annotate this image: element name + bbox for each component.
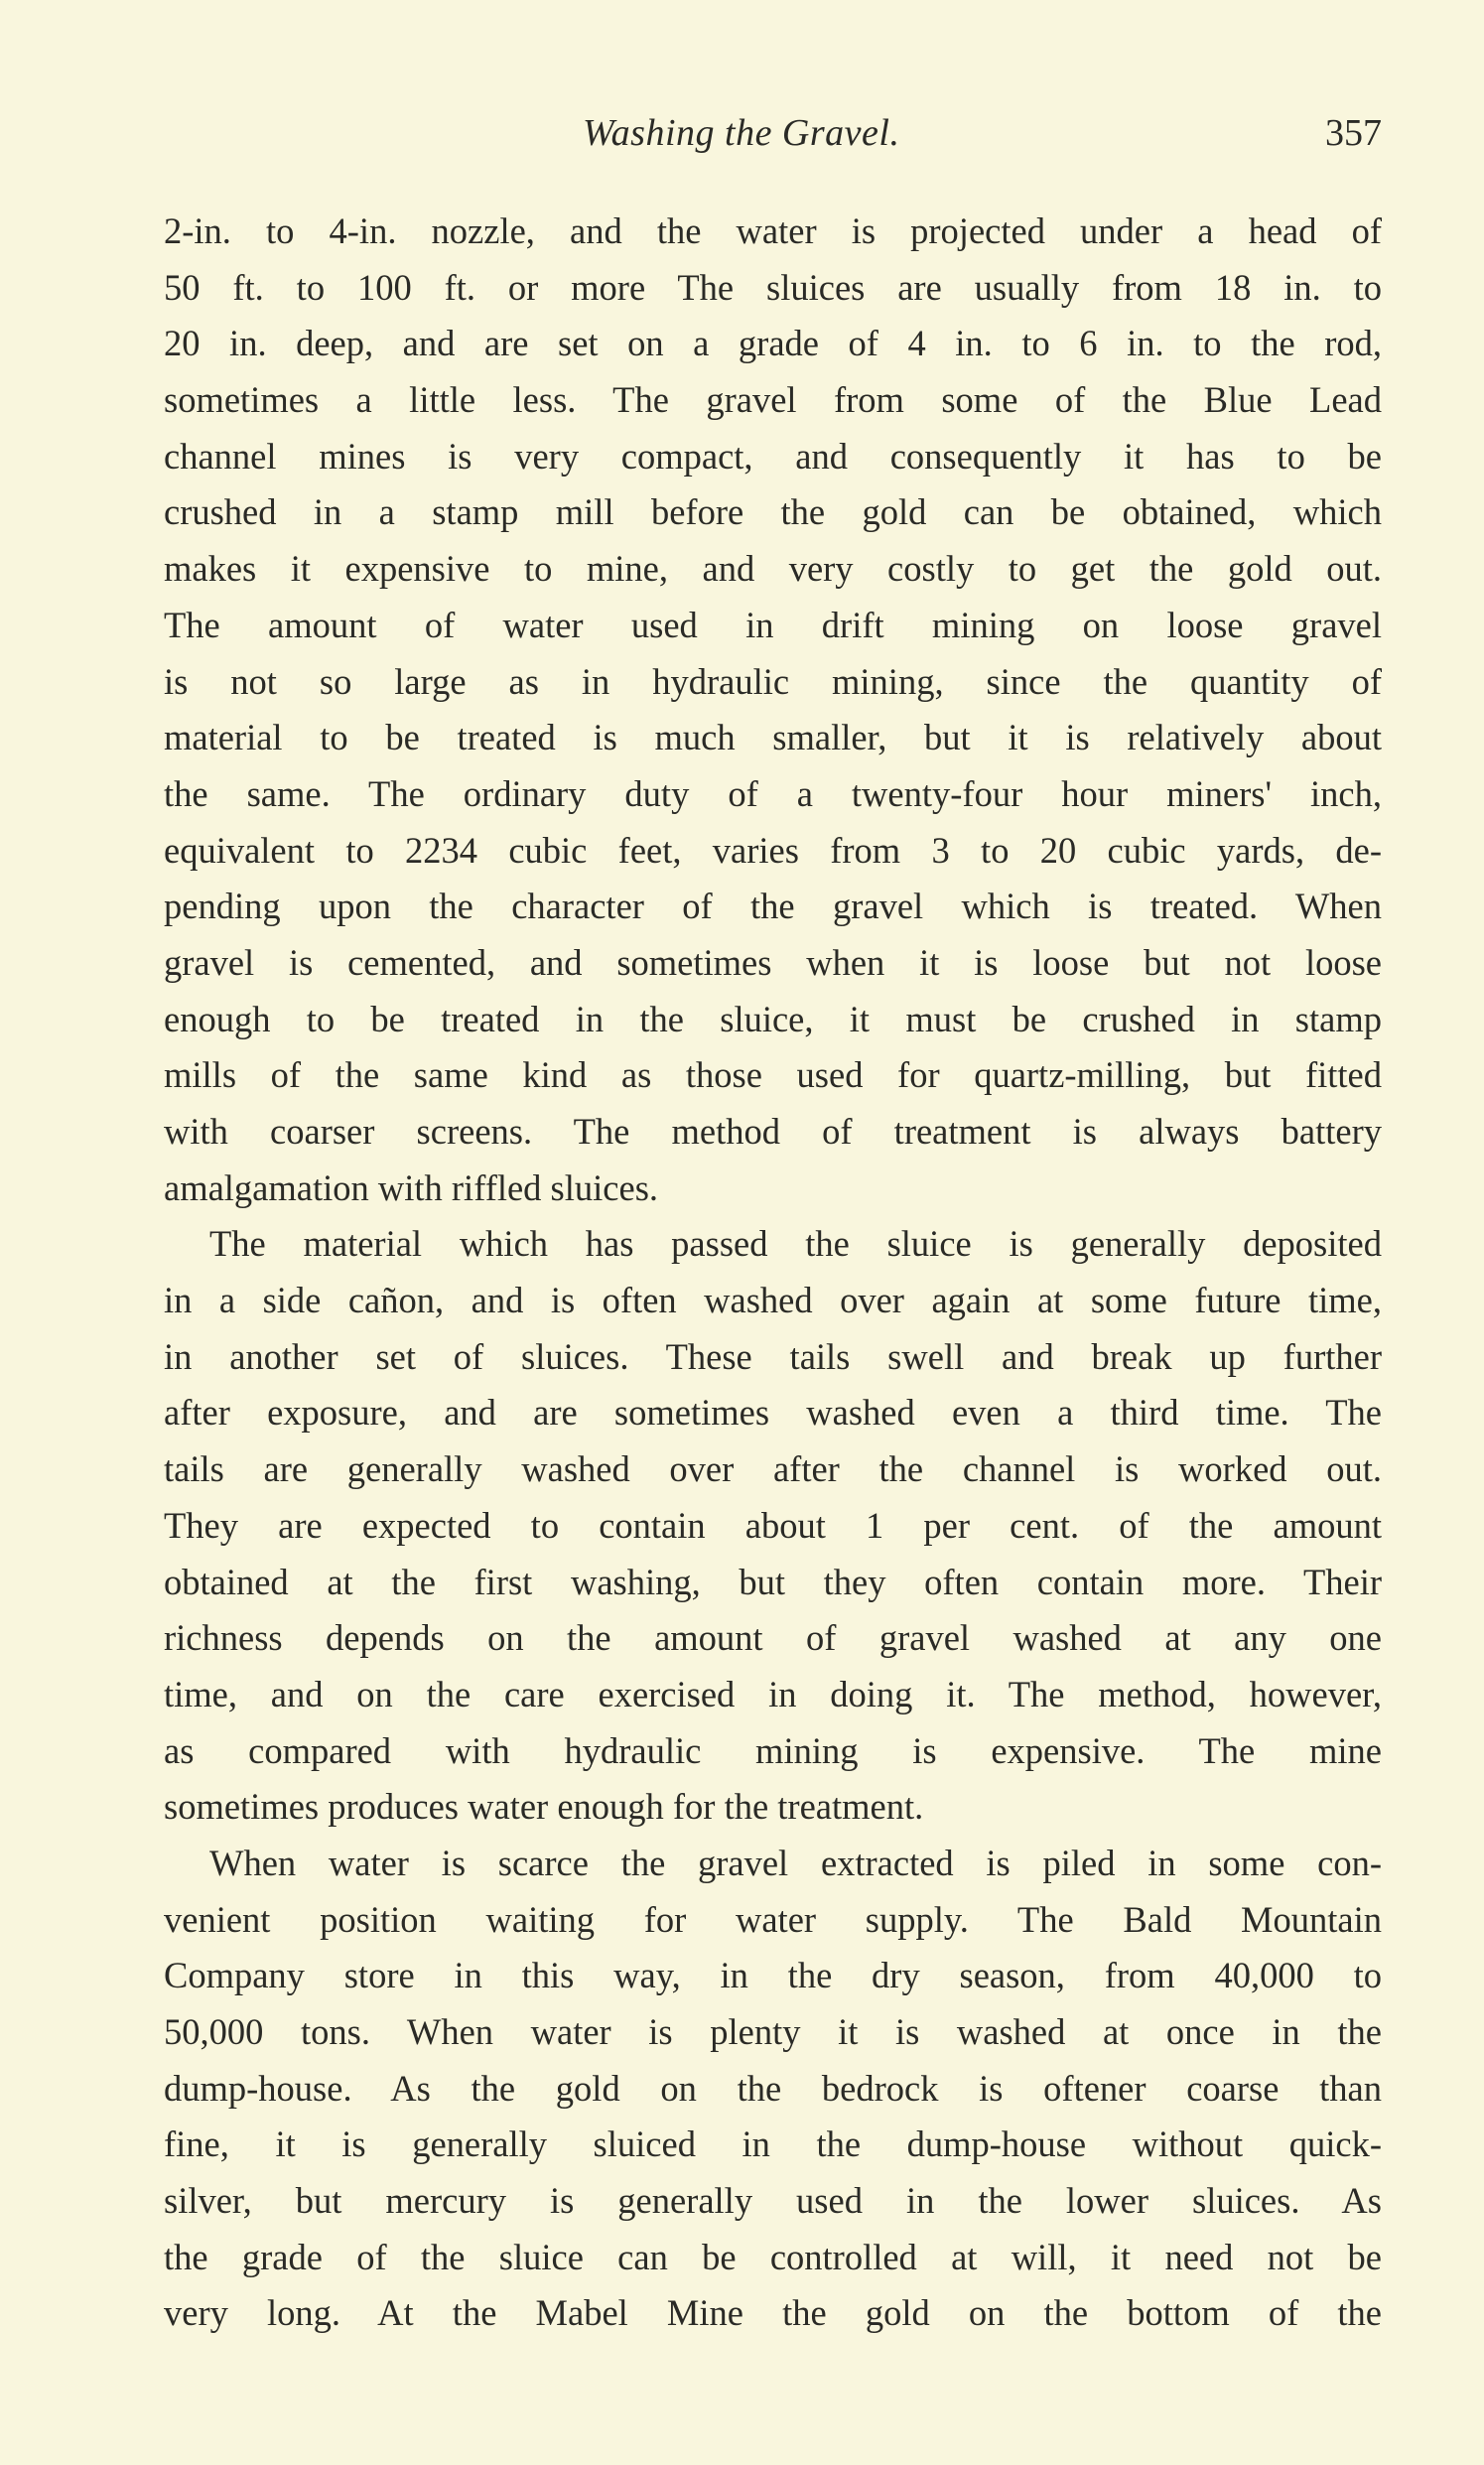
- text-line: 50 ft. to 100 ft. or more The sluices are usually from 18 in. to: [164, 266, 1382, 308]
- text-line: 2-in. to 4-in. nozzle, and the water is projected under a head of: [164, 210, 1382, 251]
- text-line: crushed in a stamp mill before the gold can be obtained, which: [164, 491, 1382, 533]
- running-title: Washing the Gravel.: [583, 112, 900, 154]
- text-line: Company store in this way, in the dry season, from 40,000 to: [164, 1955, 1382, 1996]
- text-line: The material which has passed the sluice is generally deposited: [209, 1223, 1382, 1265]
- text-line: 20 in. deep, and are set on a grade of 4 in. to 6 in. to the rod,: [164, 323, 1382, 364]
- text-line: amalgamation with riffled sluices.: [164, 1166, 659, 1208]
- page-number: 357: [1325, 112, 1382, 154]
- text-line: with coarser screens. The method of treatment is always battery: [164, 1111, 1382, 1152]
- text-line: channel mines is very compact, and consequently it has to be: [164, 435, 1382, 477]
- text-line: gravel is cemented, and sometimes when it is loose but not loose: [164, 941, 1382, 983]
- text-line: material to be treated is much smaller, but it is relatively about: [164, 717, 1382, 758]
- text-line: in a side cañon, and is often washed over again at some future time,: [164, 1280, 1382, 1321]
- text-line: fine, it is generally sluiced in the dump-house without quick-: [164, 2123, 1382, 2165]
- text-line: enough to be treated in the sluice, it must be crushed in stamp: [164, 998, 1382, 1039]
- text-line: as compared with hydraulic mining is expensive. The mine: [164, 1729, 1382, 1771]
- text-line: time, and on the care exercised in doing it. The method, however,: [164, 1673, 1382, 1714]
- text-line: 50,000 tons. When water is plenty it is washed at once in the: [164, 2011, 1382, 2052]
- text-line: tails are generally washed over after the channel is worked out.: [164, 1448, 1382, 1490]
- text-line: the grade of the sluice can be controlled at will, it need not be: [164, 2236, 1382, 2277]
- text-line: The amount of water used in drift mining on loose gravel: [164, 604, 1382, 645]
- body-text: [164, 204, 1382, 2342]
- text-line: in another set of sluices. These tails swell and break up further: [164, 1335, 1382, 1377]
- text-line: venient position waiting for water supply. The Bald Mountain: [164, 1898, 1382, 1940]
- text-line: pending upon the character of the gravel which is treated. When: [164, 886, 1382, 927]
- text-line: makes it expensive to mine, and very costly to get the gold out.: [164, 548, 1382, 590]
- page-header: [164, 111, 1382, 171]
- text-line: silver, but mercury is generally used in the lower sluices. As: [164, 2180, 1382, 2222]
- text-line: is not so large as in hydraulic mining, since the quantity of: [164, 660, 1382, 702]
- text-line: When water is scarce the gravel extracted is piled in some con-: [209, 1842, 1382, 1883]
- text-line: very long. At the Mabel Mine the gold on the bottom of the: [164, 2292, 1382, 2334]
- text-line: equivalent to 2234 cubic feet, varies from 3 to 20 cubic yards, de-: [164, 829, 1382, 871]
- text-line: They are expected to contain about 1 per cent. of the amount: [164, 1504, 1382, 1546]
- text-line: richness depends on the amount of gravel washed at any one: [164, 1617, 1382, 1659]
- text-line: dump-house. As the gold on the bedrock is oftener coarse than: [164, 2067, 1382, 2109]
- text-line: the same. The ordinary duty of a twenty-four hour miners' inch,: [164, 772, 1382, 814]
- text-line: sometimes a little less. The gravel from some of the Blue Lead: [164, 379, 1382, 421]
- text-line: mills of the same kind as those used for quartz-milling, but fitted: [164, 1054, 1382, 1096]
- text-line: after exposure, and are sometimes washed even a third time. The: [164, 1392, 1382, 1434]
- text-line: obtained at the first washing, but they often contain more. Their: [164, 1561, 1382, 1602]
- text-line: sometimes produces water enough for the treatment.: [164, 1786, 924, 1828]
